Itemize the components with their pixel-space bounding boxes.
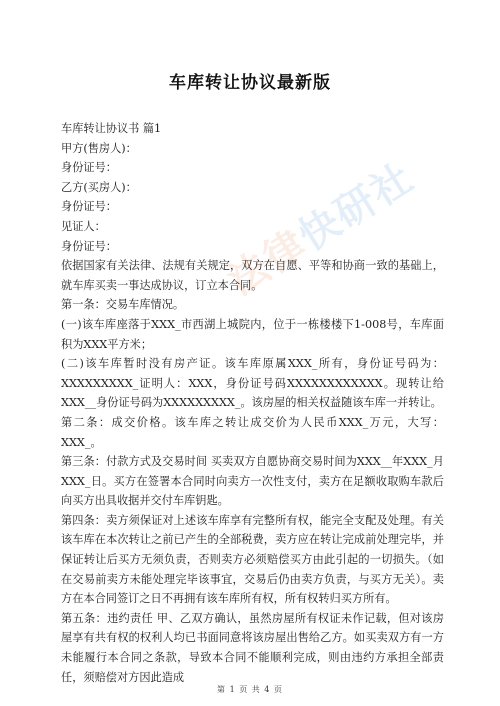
witness-line: 见证人： <box>61 219 106 233</box>
party-b-line: 乙方(买房人)： <box>61 180 137 194</box>
intro-paragraph: 依据国家有关法律、法规有关规定，双方在自愿、平等和协商一致的基础上，就车库买卖一事达成协议，订立本合同。 <box>61 259 444 292</box>
article-1-heading: 第一条：交易车库情况。 <box>61 298 185 312</box>
document-title: 车库转让协议最新版 <box>169 73 331 93</box>
heading-agreement-no: 车库转让协议书 篇1 <box>61 122 162 135</box>
party-b-id-line: 身份证号： <box>61 200 117 214</box>
party-a-id-line: 身份证号： <box>61 161 117 175</box>
article-1-clause-1: (一)该车库座落于XXX_市西湖上城院内，位于一栋楼楼下1-008号，车库面积为XXX平方米； <box>61 317 444 351</box>
page-footer: 第 1 页 共 4 页 <box>217 685 283 694</box>
article-4: 第四条：卖方须保证对上述该车库享有完整所有权，能完全支配及处理。有关该车库在本次转让之前已产生的全部税费，卖方应在转让完成前处理完毕，并保证转让后买方无须负责，否则卖方必须赔偿买方由此引起的一切损失。（如在交易前卖方未能处理完毕该事宜，交易后仍由卖方负责，与买方无关）。卖方在本合同签订之日不再拥有该车库所有权，所有权转归买方所有。 <box>61 513 444 606</box>
article-2: 第二条：成交价格。该车库之转让成交价为人民币XXX_万元，大写：XXX_。 <box>61 415 444 449</box>
watermark-part-b: 快研社 <box>291 154 423 261</box>
article-5: 第五条：违约责任 甲、乙双方确认，虽然房屋所有权证未作记载，但对该房屋享有共有权的权利人均已书面同意将该房屋出售给乙方。如买卖双方有一方未能履行本合同之条款，导致本合同不能顺利完成，则由违约方承担全部责任，须赔偿对方因此造成 <box>61 611 444 684</box>
document-body <box>61 119 444 687</box>
party-a-line: 甲方(售房人)： <box>61 141 137 155</box>
article-1-clause-2: (二)该车库暂时没有房产证。该车库原属XXX_所有，身份证号码为：XXXXXXXXX_证明人：XXX，身份证号码XXXXXXXXXXXX。现转让给XXX__身份证号码为XXXXXXXXX_。该房屋的相关权益随该车库一并转让。 <box>61 357 444 410</box>
watermark-part-a: 法律 <box>219 221 316 305</box>
article-3: 第三条：付款方式及交易时间 买卖双方自愿协商交易时间为XXX__年XXX_月XXX_日。买方在签署本合同时向卖方一次性支付，卖方在足额收取购车款后向买方出具收据并交付车库钥匙。 <box>61 455 444 508</box>
witness-id-line: 身份证号： <box>61 239 117 253</box>
